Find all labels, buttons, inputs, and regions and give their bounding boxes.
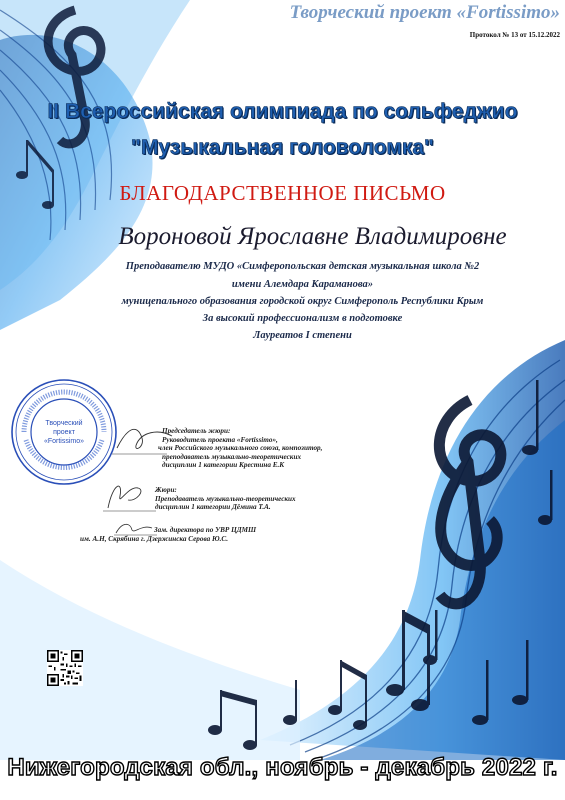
- chair-line: преподаватель музыкально-теоретических: [162, 452, 302, 461]
- jury-line: Преподаватель музыкально-теоретических: [155, 494, 296, 503]
- qr-code[interactable]: [47, 650, 83, 686]
- round-seal-stamp: [10, 378, 118, 486]
- chair-title: Председатель жюри:: [162, 427, 231, 435]
- chair-signature-block: [158, 427, 323, 470]
- document-type-heading: БЛАГОДАРСТВЕННОЕ ПИСЬМО: [119, 181, 446, 205]
- description-line: имени Алемдара Карамановa»: [231, 279, 374, 290]
- description-line: муницепального образования городской округ Симферополь Республики Крым: [121, 296, 484, 307]
- jury-signature-block: [155, 486, 296, 512]
- deputy-line: Зам. директора по УВР ЦДМШ: [154, 526, 257, 534]
- chair-line: член Российского музыкального союза, композитор,: [158, 444, 323, 453]
- olympiad-title: II Всероссийская олимпиада по сольфеджио: [47, 100, 518, 123]
- jury-line: дисциплин 1 категории Дёмина Т.А.: [155, 503, 271, 512]
- jury-signature: [98, 478, 158, 514]
- chair-line: дисциплин 1 категории Крестина Е.К: [162, 461, 285, 470]
- description-line: За высокий профессионализм в подготовке: [202, 313, 403, 324]
- footer-location-date: Нижегородская обл., ноябрь - декабрь 2022 г.: [7, 754, 558, 781]
- seal-text: проект: [53, 429, 75, 436]
- seal-text: Творческий: [45, 420, 83, 427]
- project-name: Творческий проект «Fortissimo»: [289, 2, 560, 23]
- description-line: Преподавателю МУДО «Симферопольская детская музыкальная школа №2: [125, 261, 480, 272]
- chair-line: Руководитель проекта «Fortissimo»,: [162, 435, 278, 444]
- seal-text: «Fortissimo»: [43, 438, 85, 445]
- deputy-line: им. А.Н, Скрябина г. Дзержинска Серова Ю.С.: [80, 534, 228, 543]
- olympiad-subtitle: "Музыкальная головоломка": [130, 136, 434, 159]
- recipient-name: Вороновой Ярославне Владимировне: [118, 223, 507, 250]
- protocol-number: Протокол № 13 от 15.12.2022: [469, 31, 560, 39]
- description-line: Лауреатов I степени: [253, 330, 352, 341]
- jury-title: Жюри:: [155, 486, 177, 494]
- deputy-signature-block: [80, 526, 256, 543]
